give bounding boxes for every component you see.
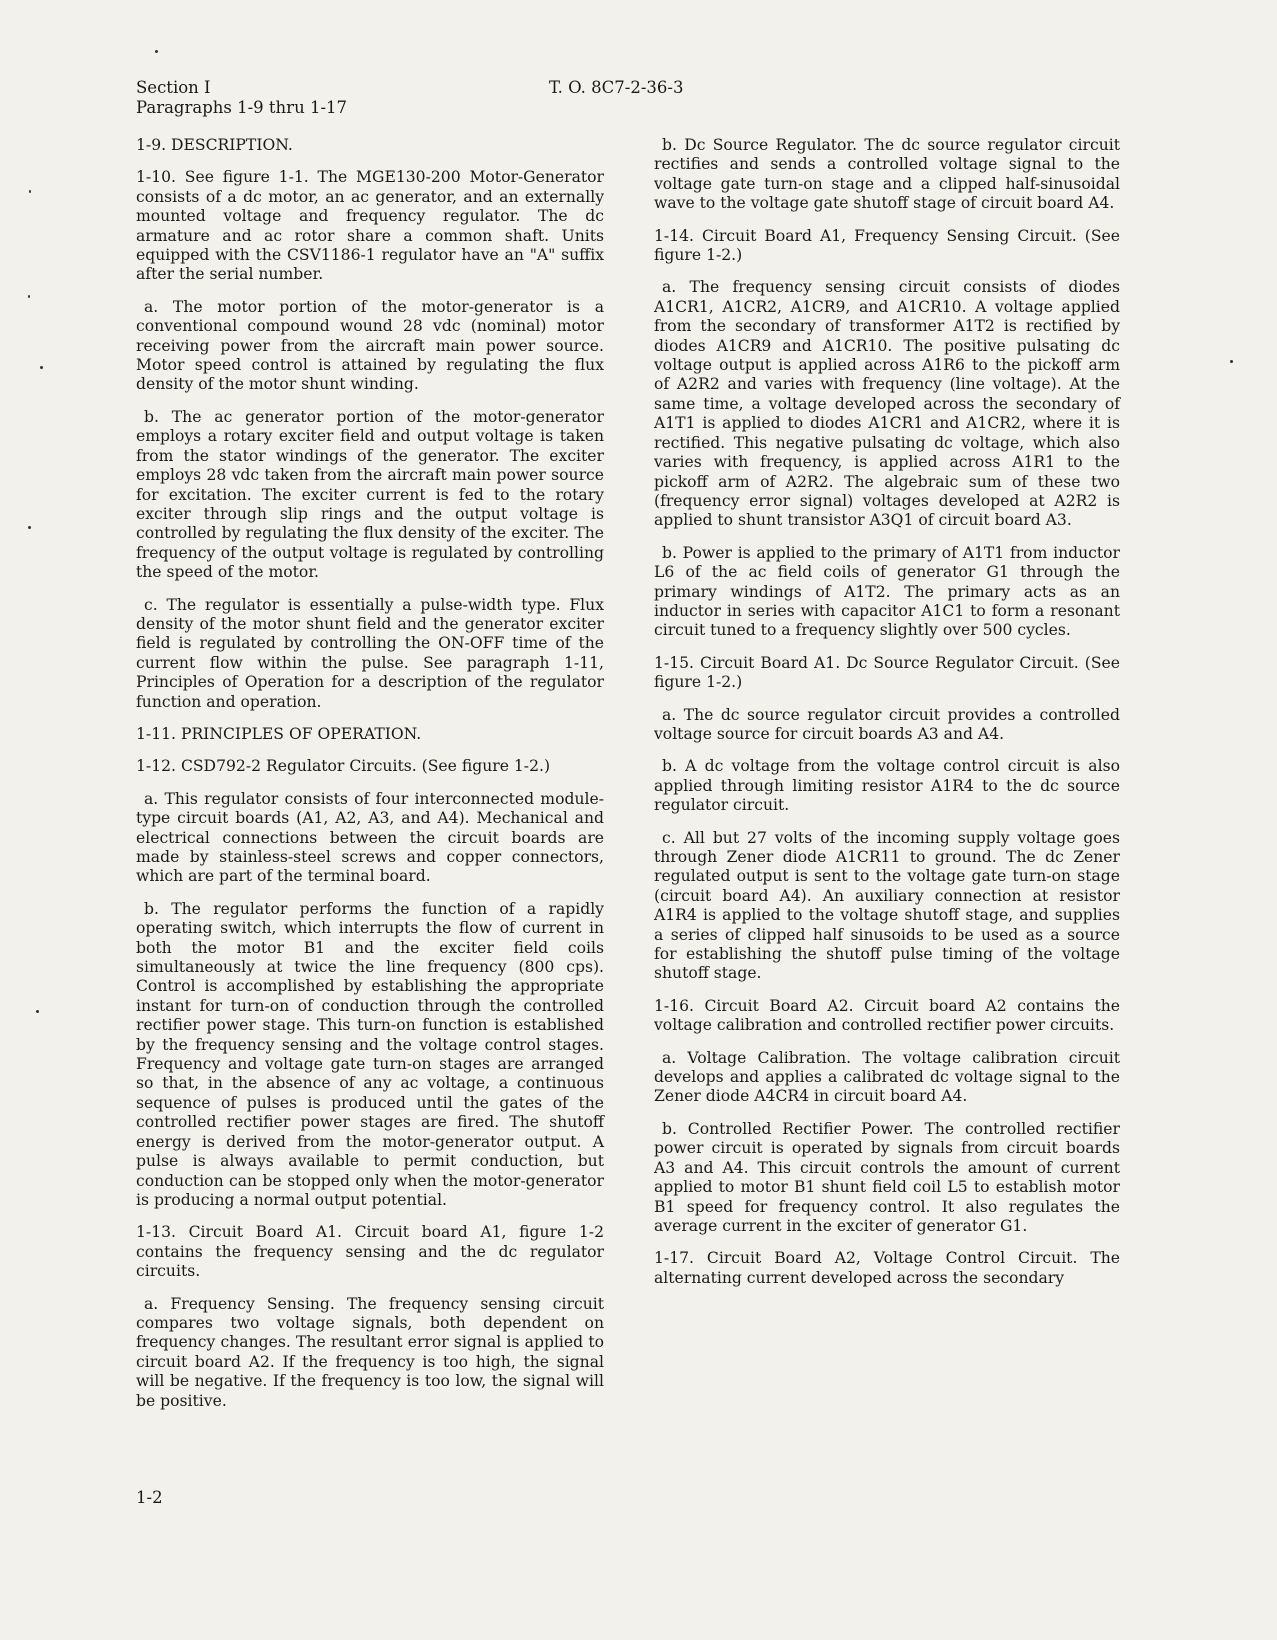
right-column — [654, 136, 1120, 1301]
scan-speck — [28, 526, 31, 529]
paragraph-1-16-b: b. Controlled Rectifier Power. The controlled rectifier power circuit is operated by signals from circuit boards A3 and A4. This circuit controls the amount of current applied to motor B1 shunt field coil L5 to establish motor B1 speed for frequency control. It also regulates the average current in the exciter of generator G1. — [654, 1119, 1120, 1235]
left-column — [136, 136, 604, 1424]
header-left — [136, 78, 347, 118]
paragraph-1-10-a: a. The motor portion of the motor-generator is a conventional compound wound 28 vdc (nominal) motor receiving power from the aircraft main power source. Motor speed control is attained by regulating the flux density of the motor shunt winding. — [136, 297, 604, 394]
paragraph-1-14-a: a. The frequency sensing circuit consists of diodes A1CR1, A1CR2, A1CR9, and A1CR10. A voltage applied from the secondary of transformer A1T2 is rectified by diodes A1CR9 and A1CR10. The positive pulsating dc voltage output is applied across A1R6 to the pickoff arm of A2R2 and varies with frequency (line voltage). At the same time, a voltage developed across the secondary of A1T1 is applied to diodes A1CR1 and A1CR2, where it is rectified. This negative pulsating dc voltage, which also varies with frequency, is applied across A1R1 to the pickoff arm of A2R2. The algebraic sum of these two (frequency error signal) voltages developed at A2R2 is applied to shunt transistor A3Q1 of circuit board A3. — [654, 278, 1120, 530]
section-label: Section I — [136, 78, 211, 97]
scan-speck — [29, 190, 31, 193]
paragraph-1-10: 1-10. See figure 1-1. The MGE130-200 Motor-Generator consists of a dc motor, an ac generator, and an externally mounted voltage and frequency regulator. The dc armature and ac rotor share a common shaft. Units equipped with the CSV1186-1 regulator have an "A" suffix after the serial number. — [136, 168, 604, 284]
paragraph-1-16: 1-16. Circuit Board A2. Circuit board A2 contains the voltage calibration and controlled rectifier power circuits. — [654, 996, 1120, 1035]
paragraph-1-16-a: a. Voltage Calibration. The voltage calibration circuit develops and applies a calibrated dc voltage signal to the Zener diode A4CR4 in circuit board A4. — [654, 1048, 1120, 1106]
paragraph-1-17: 1-17. Circuit Board A2, Voltage Control Circuit. The alternating current developed across the secondary — [654, 1249, 1120, 1287]
paragraph-1-10-b: b. The ac generator portion of the motor-generator employs a rotary exciter field and output voltage is taken from the stator windings of the generator. The exciter employs 28 vdc taken from the aircraft main power source for excitation. The exciter current is fed to the rotary exciter through slip rings and the output voltage is controlled by regulating the flux density of the exciter. The frequency of the output voltage is regulated by controlling the speed of the motor. — [136, 407, 604, 582]
page-number: 1-2 — [136, 1488, 163, 1507]
scan-speck — [40, 366, 43, 369]
scan-speck — [155, 50, 158, 53]
paragraph-1-15-a: a. The dc source regulator circuit provides a controlled voltage source for circuit boards A3 and A4. — [654, 705, 1120, 743]
paragraph-1-10-c: c. The regulator is essentially a pulse-width type. Flux density of the motor shunt field and the generator exciter field is regulated by controlling the ON-OFF time of the current flow within the pulse. See paragraph 1-11, Principles of Operation for a description of the regulator function and operation. — [136, 595, 604, 711]
heading-1-9: 1-9. DESCRIPTION. — [136, 136, 293, 154]
paragraph-1-14: 1-14. Circuit Board A1, Frequency Sensing Circuit. (See figure 1-2.) — [654, 226, 1120, 265]
scan-speck — [36, 1010, 39, 1013]
scan-speck — [28, 295, 30, 298]
paragraph-1-12-b: b. The regulator performs the function of a rapidly operating switch, which interrupts the flow of current in both the motor B1 and the exciter field coils simultaneously at twice the line frequency (800 cps). Control is accomplished by establishing the appropriate instant for turn-on of conduction through the controlled rectifier power stage. This turn-on function is established by the frequency sensing and the voltage control stages. Frequency and voltage gate turn-on stages are arranged so that, in the absence of any ac voltage, a continuous sequence of pulses is produced until the gates of the controlled rectifier power stages are fired. The shutoff energy is derived from the motor-generator output. A pulse is always available to permit conduction, but conduction can be stopped only when the motor-generator is producing a normal output potential. — [136, 899, 604, 1209]
paragraph-1-12-a: a. This regulator consists of four interconnected module-type circuit boards (A1, A2, A3, and A4). Mechanical and electrical connections between the circuit boards are made by stainless-steel screws and copper connectors, which are part of the terminal board. — [136, 789, 604, 886]
paragraph-1-15-b: b. A dc voltage from the voltage control circuit is also applied through limiting resistor A1R4 to the dc source regulator circuit. — [654, 757, 1120, 815]
paragraph-1-12: 1-12. CSD792-2 Regulator Circuits. (See figure 1-2.) — [136, 757, 551, 776]
paragraph-1-13-a: a. Frequency Sensing. The frequency sensing circuit compares two voltage signals, both dependent on frequency changes. The resultant error signal is applied to circuit board A2. If the frequency is too high, the signal will be negative. If the frequency is too low, the signal will be positive. — [136, 1294, 604, 1410]
heading-1-11: 1-11. PRINCIPLES OF OPERATION. — [136, 724, 422, 743]
technical-order-number: T. O. 8C7-2-36-3 — [549, 78, 684, 97]
paragraph-1-14-b: b. Power is applied to the primary of A1T1 from inductor L6 of the ac field coils of generator G1 through the primary windings of A1T2. The primary acts as an inductor in series with capacitor A1C1 to form a resonant circuit tuned to a frequency slightly over 500 cycles. — [654, 543, 1120, 640]
paragraph-range: Paragraphs 1-9 thru 1-17 — [136, 98, 348, 117]
paragraph-1-13-b: b. Dc Source Regulator. The dc source regulator circuit rectifies and sends a controlled voltage signal to the voltage gate turn-on stage and a clipped half-sinusoidal wave to the voltage gate shutoff stage of circuit board A4. — [654, 136, 1120, 213]
paragraph-1-15-c: c. All but 27 volts of the incoming supply voltage goes through Zener diode A1CR11 to ground. The dc Zener regulated output is sent to the voltage gate turn-on stage (circuit board A4). An auxiliary connection at resistor A1R4 is applied to the voltage shutoff stage, and supplies a series of clipped half sinusoids to be used as a source for establishing the shutoff pulse timing of the voltage shutoff stage. — [654, 828, 1120, 983]
scan-speck — [1230, 360, 1233, 363]
paragraph-1-13: 1-13. Circuit Board A1. Circuit board A1, figure 1-2 contains the frequency sensing and the dc regulator circuits. — [136, 1223, 604, 1281]
paragraph-1-15: 1-15. Circuit Board A1. Dc Source Regulator Circuit. (See figure 1-2.) — [654, 653, 1120, 692]
